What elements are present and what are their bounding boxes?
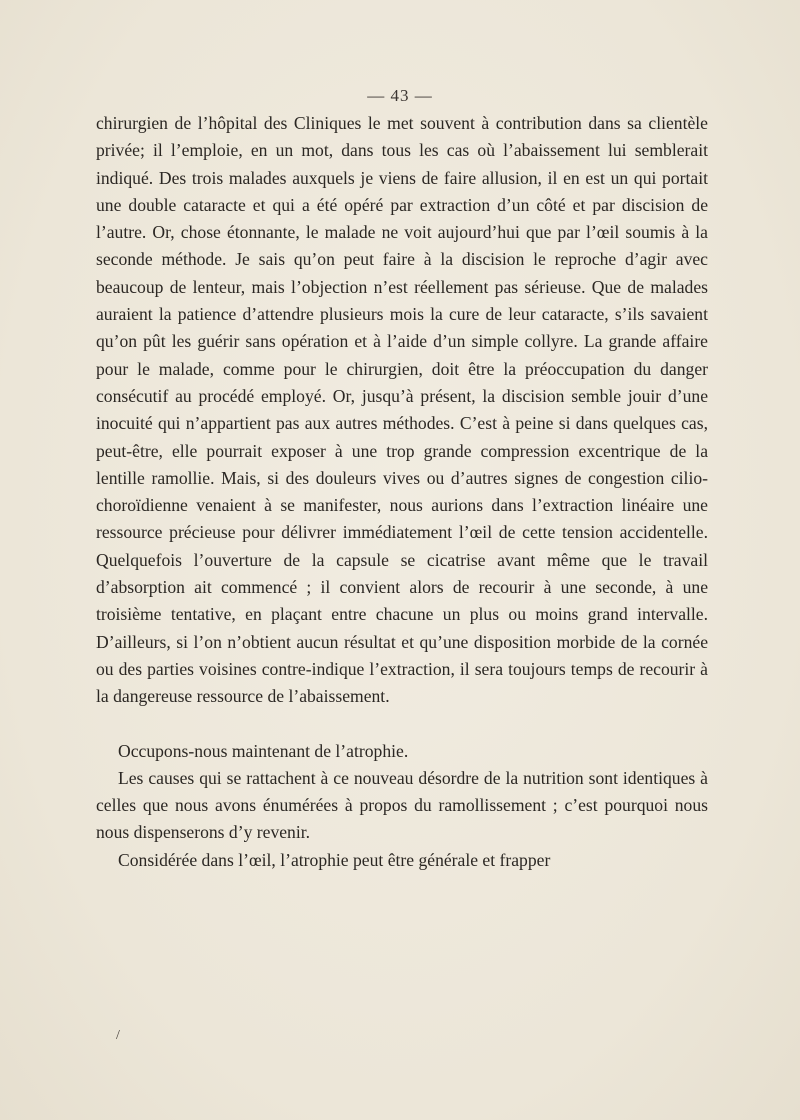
paragraph-2: Occupons-nous maintenant de l’atrophie. [118,740,409,761]
body-text [96,110,708,874]
footer-mark: / [116,1028,120,1043]
page-number: — 43 — [367,86,433,105]
paragraph-4: Considérée dans l’œil, l’atrophie peut être générale et frapper [118,849,551,870]
paragraph-1: chirurgien de l’hôpital des Cliniques le met souvent à contribution dans sa clientèle privée; il l’emploie, en un mot, dans tous les cas où l’abaissement lui semblerait indiqué. Des trois malades auxquels je viens de faire allusion, il en est un qui portait une double cataracte et qui a été opéré par extraction d’un côté et par discision de l’autre. Or, chose étonnante, le malade ne voit aujourd’hui que par l’œil soumis à la seconde méthode. Je sais qu’on peut faire à la discision le reproche d’agir avec beaucoup de lenteur, mais l’objection n’est réellement pas sérieuse. Que de malades auraient la patience d’attendre plusieurs mois la cure de leur cataracte, s’ils savaient qu’on pût les guérir sans opération et à l’aide d’un simple collyre. La grande affaire pour le malade, comme pour le chirurgien, doit être la préoccupation du danger consécutif au procédé employé. Or, jusqu’à présent, la discision semble jouir d’une inocuité qui n’appartient pas aux autres méthodes. C’est à peine si dans quelques cas, peut-être, elle pourrait exposer à une trop grande compression excentrique de la lentille ramollie. Mais, si des douleurs vives ou d’autres signes de congestion cilio-choroïdienne venaient à se manifester, nous aurions dans l’extraction linéaire une ressource précieuse pour délivrer immédiatement l’œil de cette tension accidentelle. Quelquefois l’ouverture de la capsule se cicatrise avant même que le travail d’absorption ait commencé ; il convient alors de recourir à une seconde, à une troisième tentative, en plaçant entre chacune un plus ou moins grand intervalle. D’ailleurs, si l’on n’obtient aucun résultat et qu’une disposition morbide de la cornée ou des parties voisines contre-indique l’extraction, il sera toujours temps de recourir à la dangereuse ressource de l’abaissement. [96,113,708,707]
paragraph-3: Les causes qui se rattachent à ce nouveau désordre de la nutrition sont identiques à celles que nous avons énumérées à propos du ramollissement ; c’est pourquoi nous nous dispenserons d’y revenir. [96,767,708,843]
